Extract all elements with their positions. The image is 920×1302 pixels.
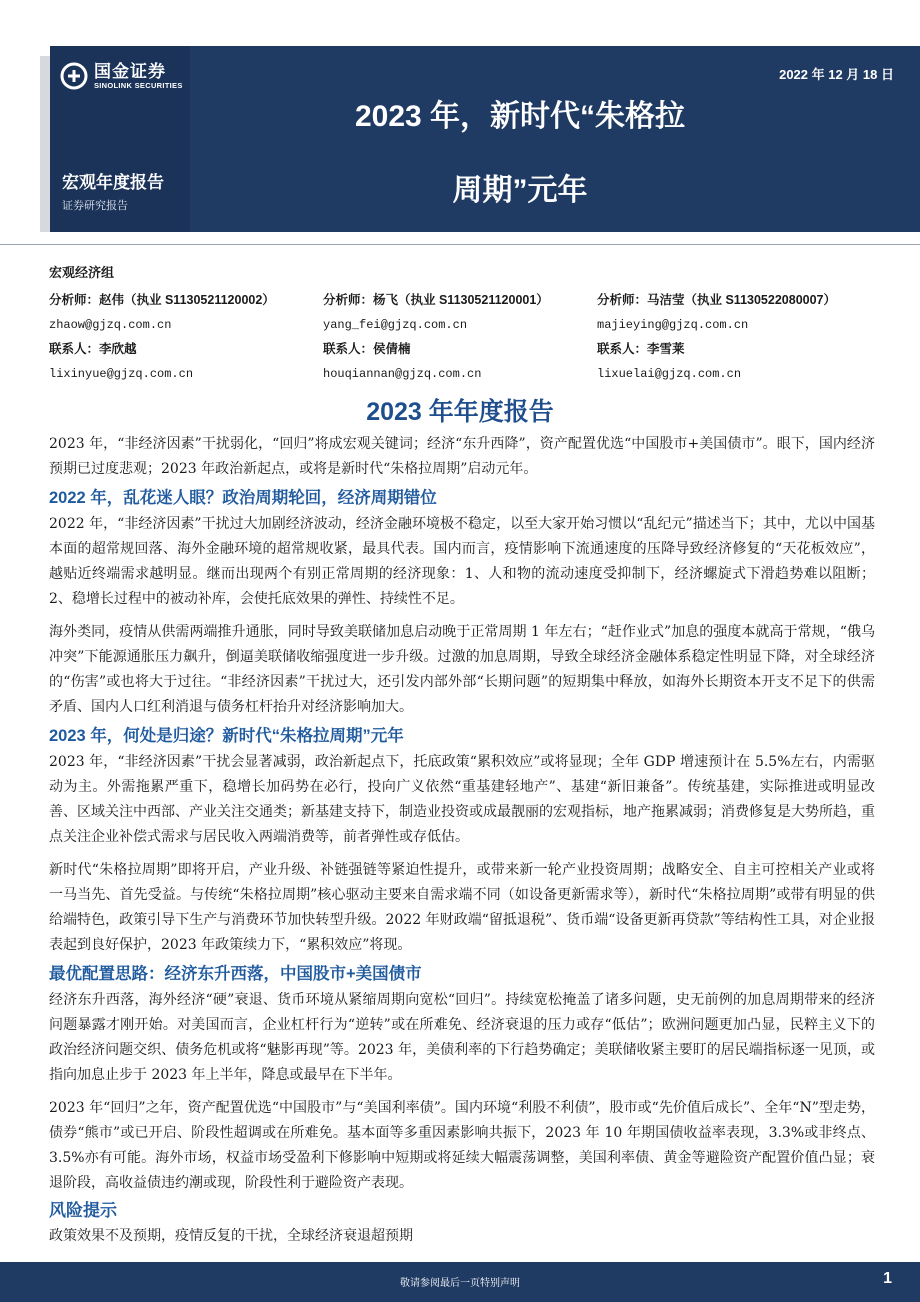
report-subcategory: 证券研究报告 (62, 200, 128, 212)
analyst-title: 分析师：杨飞（执业 S1130521120001） (323, 293, 549, 307)
section-heading-2023: 2023 年，何处是归途？新时代“朱格拉周期”元年 (49, 727, 404, 745)
report-main-title (290, 80, 750, 228)
report-date: 2022 年 12 月 18 日 (779, 67, 894, 82)
analyst-email[interactable]: majieying@gjzq.com.cn (597, 317, 749, 332)
contact-name: 联系人：侯倩楠 (323, 342, 411, 356)
section-heading-allocation: 最优配置思路：经济东升西落，中国股市+美国债市 (49, 965, 422, 983)
risk-text: 政策效果不及预期，疫情反复的干扰，全球经济衰退超预期 (49, 1228, 413, 1244)
contact-email[interactable]: houqiannan@gjzq.com.cn (323, 366, 482, 381)
section-2023-paragraph-2: 新时代“朱格拉周期”即将开启，产业升级、补链强链等紧迫性提升，或带来新一轮产业投资周期；战略安全、自主可控相关产业或将一马当先、首先受益。与传统“朱格拉周期”核心驱动主要来自需求端不同（如设备更新需求等），新时代“朱格拉周期”或带有明显的供给端特色，政策引导下生产与消费环节加快转型升级。2022 年财政端“留抵退税”、货币端“设备更新再贷款”等结构性工具，对企业报表起到良好保护，2023 年政策续力下，“累积效应”将现。 (49, 862, 875, 953)
contact-name: 联系人：李欣越 (49, 342, 137, 356)
section-allocation-paragraph-1: 经济东升西落，海外经济“硬”衰退、货币环境从紧缩周期向宽松“回归”。持续宽松掩盖了诸多问题，史无前例的加息周期带来的经济问题暴露才刚开始。对美国而言，企业杠杆行为“逆转”或在所难免、经济衰退的压力或存“低估”；欧洲问题更加凸显，民粹主义下的政治经济问题交织、债务危机或将“魅影再现”等。2023 年，美债利率的下行趋势确定；美联储收紧主要盯的居民端指标逐一见顶，或指向加息止步于 2023 年上半年，降息或最早在下半年。 (49, 992, 875, 1083)
analyst-card (49, 288, 323, 386)
analyst-title: 分析师：马洁莹（执业 S1130522080007） (597, 293, 836, 307)
contact-email[interactable]: lixinyue@gjzq.com.cn (49, 366, 194, 381)
analyst-title: 分析师：赵伟（执业 S1130521120002） (49, 293, 275, 307)
section-heading-2022: 2022 年，乱花迷人眼？政治周期轮回，经济周期错位 (49, 489, 437, 507)
sinolink-logo-icon (60, 62, 88, 90)
title-line-2: 周期”元年 (452, 174, 588, 207)
analyst-card (597, 288, 909, 386)
footer-disclaimer[interactable]: 敬请参阅最后一页特别声明 (400, 1278, 520, 1289)
title-line-1: 2023 年，新时代“朱格拉 (354, 100, 686, 133)
section-2022-paragraph-1: 2022 年，“非经济因素”干扰过大加剧经济波动，经济金融环境极不稳定，以至大家开始习惯以“乱纪元”描述当下；其中，尤以中国基本面的超常规回落、海外金融环境的超常规收紧，最具代表。国内而言，疫情影响下流通速度的压降导致经济修复的“天花板效应”，越贴近终端需求越明显。继而出现两个有别正常周期的经济现象：1、人和物的流动速度受抑制下，经济螺旋式下滑趋势难以阻断；2、稳增长过程中的被动补库，会使托底效果的弹性、持续性不足。 (49, 516, 875, 607)
contact-email[interactable]: lixuelai@gjzq.com.cn (597, 366, 742, 381)
analyst-list (49, 288, 909, 386)
report-category: 宏观年度报告 (62, 173, 164, 192)
section-allocation-paragraph-2: 2023 年“回归”之年，资产配置优选“中国股市”与“美国利率债”。国内环境“利股不利债”，股市或“先价值后成长”、全年“N”型走势，债券“熊市”或已开启、阶段性超调或在所难免。基本面等多重因素影响共振下，2023 年 10 年期国债收益率表现，3.3%或非终点、3.5%亦有可能。海外市场，权益市场受盈利下修影响中短期或将延续大幅震荡调整，美国利率债、黄金等避险资产配置价值凸显；衰退阶段，高收益债违约潮或现，阶段性利于避险资产表现。 (49, 1100, 875, 1191)
section-2023-paragraph-1: 2023 年，“非经济因素”干扰会显著减弱，政治新起点下，托底政策“累积效应”或将显现；全年 GDP 增速预计在 5.5%左右，内需驱动为主。外需拖累严重下，稳增长加码势在必行，投向广义依然“重基建轻地产”、基建“新旧兼备”。传统基建，实际推进或明显改善、区域关注中西部、产业关注交通类；新基建支持下，制造业投资或成最靓丽的宏观指标，地产拖累减弱；消费修复是大势所趋，重点关注企业补偿式需求与居民收入两端消费等，前者弹性或存低估。 (49, 754, 875, 845)
intro-paragraph: 2023 年，“非经济因素”干扰弱化，“回归”将成宏观关键词；经济“东升西降”，资产配置优选“中国股市+美国债市”。眼下，国内经济预期已过度悲观；2023 年政治新起点，或将是新时代“朱格拉周期”启动元年。 (49, 436, 875, 477)
page-footer (0, 1262, 920, 1302)
report-body (49, 432, 875, 1257)
analyst-email[interactable]: zhaow@gjzq.com.cn (49, 317, 172, 332)
company-logo (60, 62, 183, 90)
page-number: 1 (883, 1270, 892, 1287)
team-group-name: 宏观经济组 (49, 265, 115, 280)
annual-report-heading: 2023 年年度报告 (366, 398, 554, 426)
risk-heading: 风险提示 (49, 1201, 117, 1220)
analyst-card (323, 288, 597, 386)
contact-name: 联系人：李雪莱 (597, 342, 685, 356)
section-2022-paragraph-2: 海外类同，疫情从供需两端推升通胀，同时导致美联储加息启动晚于正常周期 1 年左右；“赶作业式”加息的强度本就高于常规，“俄乌冲突”下能源通胀压力飙升，倒逼美联储收缩强度进一步升级。过激的加息周期，导致全球经济金融体系稳定性明显下降，对全球经济的“伤害”或也将大于过往。“非经济因素”干扰过大，还引发内部外部“长期问题”的短期集中释放，如海外长期资本开支不足下的供需矛盾、国内人口红利消退与债务杠杆抬升对经济影响加大。 (49, 624, 875, 715)
logo-text-en: SINOLINK SECURITIES (94, 80, 183, 90)
logo-text-cn: 国金证券 (94, 61, 166, 81)
header-divider (0, 244, 920, 245)
analyst-email[interactable]: yang_fei@gjzq.com.cn (323, 317, 468, 332)
